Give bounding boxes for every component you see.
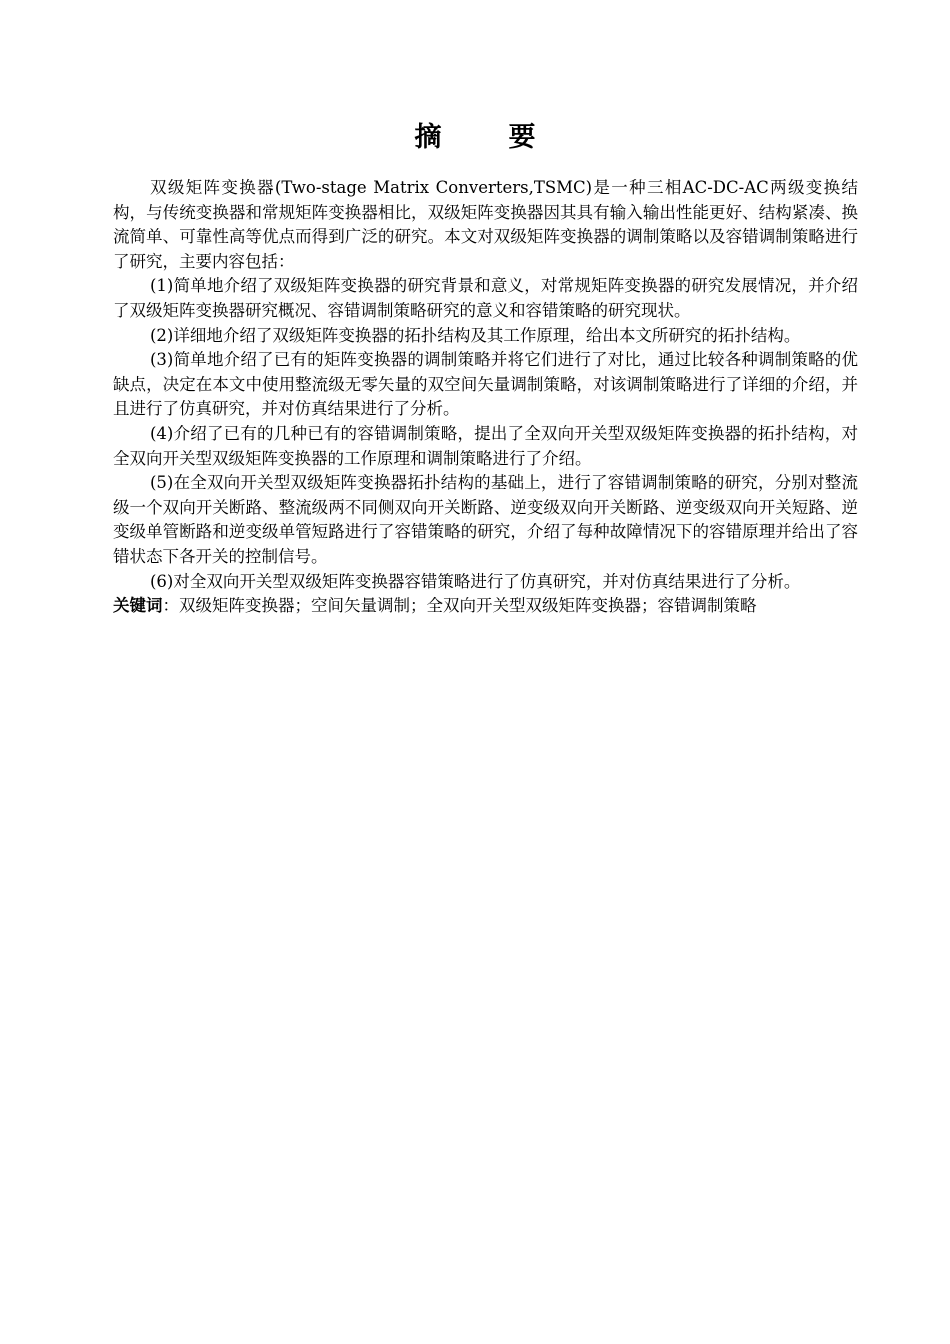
paragraph-item-6: (6)对全双向开关型双级矩阵变换器容错策略进行了仿真研究，并对仿真结果进行了分析。: [150, 571, 801, 591]
keywords-line: [113, 594, 858, 619]
abstract-body: [113, 176, 858, 619]
paragraph-item-3: (3)简单地介绍了已有的矩阵变换器的调制策略并将它们进行了对比，通过比较各种调制策略的优缺点，决定在本文中使用整流级无零矢量的双空间矢量调制策略，对该调制策略进行了详细的介绍，并且进行了仿真研究，并对仿真结果进行了分析。: [113, 350, 858, 419]
paragraph-item-4: (4)介绍了已有的几种已有的容错调制策略，提出了全双向开关型双级矩阵变换器的拓扑结构，对全双向开关型双级矩阵变换器的工作原理和调制策略进行了介绍。: [113, 423, 858, 468]
keywords-text: 双级矩阵变换器；空间矢量调制；全双向开关型双级矩阵变换器；容错调制策略: [179, 596, 757, 616]
paragraph-item-5: (5)在全双向开关型双级矩阵变换器拓扑结构的基础上，进行了容错调制策略的研究，分别对整流级一个双向开关断路、整流级两不同侧双向开关断路、逆变级双向开关断路、逆变级双向开关短路、逆变级单管断路和逆变级单管短路进行了容错策略的研究，介绍了每种故障情况下的容错原理并给出了容错状态下各开关的控制信号。: [113, 473, 858, 566]
paragraph-item-1: (1)简单地介绍了双级矩阵变换器的研究背景和意义，对常规矩阵变换器的研究发展情况，并介绍了双级矩阵变换器研究概况、容错调制策略研究的意义和容错策略的研究现状。: [113, 276, 858, 320]
keywords-label: 关键词: [113, 596, 163, 616]
keywords-separator: ：: [162, 596, 179, 616]
paragraph-intro: 双级矩阵变换器(Two-stage Matrix Converters,TSMC)是一种三相AC-DC-AC两级变换结构，与传统变换器和常规矩阵变换器相比，双级矩阵变换器因其具有输入输出性能更好、结构紧凑、换流简单、可靠性高等优点而得到广泛的研究。本文对双级矩阵变换器的调制策略以及容错调制策略进行了研究，主要内容包括：: [113, 178, 858, 271]
page-title: 摘 要: [414, 122, 556, 153]
paragraph-item-2: (2)详细地介绍了双级矩阵变换器的拓扑结构及其工作原理，给出本文所研究的拓扑结构。: [150, 325, 801, 345]
